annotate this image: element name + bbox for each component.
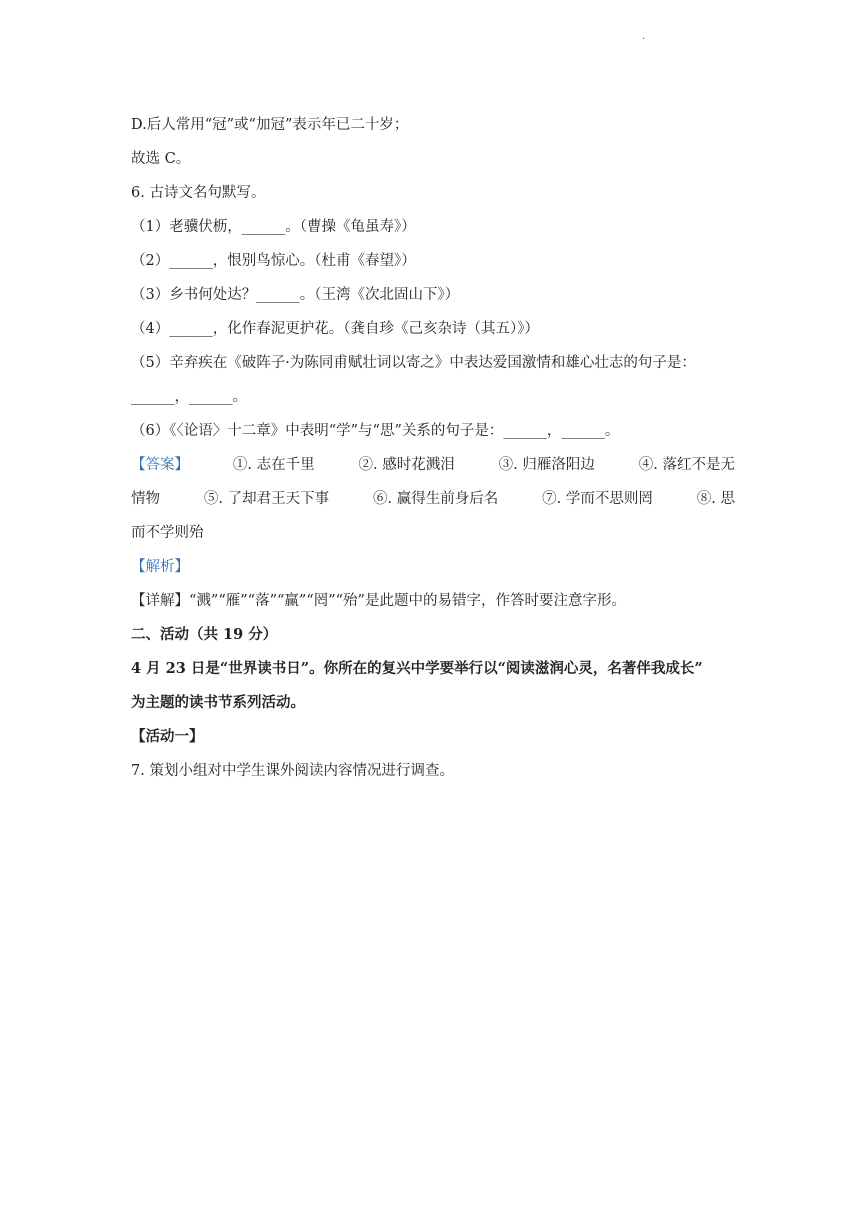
answer-row-2 bbox=[131, 482, 735, 516]
analysis-label: 【解析】 bbox=[131, 559, 189, 575]
section-2-title: 二、活动（共 19 分） bbox=[131, 626, 278, 643]
question-6-item-3: （3）乡书何处达？______。（王湾《次北固山下》） bbox=[131, 287, 460, 303]
answer-item: ①. 志在千里 bbox=[232, 457, 315, 473]
section-2-intro-line-2: 为主题的读书节系列活动。 bbox=[131, 694, 305, 711]
question-6-item-5a: （5）辛弃疾在《破阵子·为陈同甫赋壮词以寄之》中表达爱国激情和雄心壮志的句子是： bbox=[131, 355, 696, 371]
answer-row-3: 而不学则殆 bbox=[131, 525, 204, 541]
section-2-intro-line-1: 4 月 23 日是“世界读书日”。你所在的复兴中学要举行以“阅读滋润心灵，名著伴我成长” bbox=[131, 660, 703, 677]
question-7: 7. 策划小组对中学生课外阅读内容情况进行调查。 bbox=[131, 763, 454, 779]
question-6-item-5b: ______，______。 bbox=[131, 389, 247, 405]
answer-item: ④. 落红不是无 bbox=[638, 457, 735, 473]
question-6-item-2: （2）______，恨别鸟惊心。（杜甫《春望》） bbox=[131, 253, 416, 269]
answer-item: ②. 感时花溅泪 bbox=[358, 457, 455, 473]
answer-item: ⑦. 学而不思则罔 bbox=[542, 491, 653, 507]
analysis-detail bbox=[131, 584, 735, 618]
question-6-item-4: （4）______，化作春泥更护花。（龚自珍《己亥杂诗（其五）》） bbox=[131, 321, 539, 337]
answer-item: ⑧. 思 bbox=[696, 491, 735, 507]
question-6-item-6: （6）《〈论语〉十二章》中表明“学”与“思”关系的句子是：______，______。 bbox=[131, 423, 620, 439]
question-6-item-1: （1）老骥伏枥，______。（曹操《龟虽寿》） bbox=[131, 219, 416, 235]
option-d-line: D.后人常用“冠”或“加冠”表示年已二十岁； bbox=[131, 117, 409, 133]
question-6-title: 6. 古诗文名句默写。 bbox=[131, 185, 266, 201]
header-mark: · bbox=[642, 34, 646, 45]
page-content bbox=[131, 108, 735, 788]
activity-1-label: 【活动一】 bbox=[131, 728, 204, 745]
detail-label: 【详解】 bbox=[131, 593, 189, 609]
answer-label: 【答案】 bbox=[131, 457, 189, 473]
answer-item: ③. 归雁洛阳边 bbox=[498, 457, 595, 473]
answer-item: ⑤. 了却君王天下事 bbox=[203, 491, 330, 507]
answer-item: ⑥. 赢得生前身后名 bbox=[373, 491, 499, 507]
answer-item: 情物 bbox=[131, 491, 160, 507]
answer-row-1 bbox=[131, 448, 735, 482]
detail-text: “溅”“雁”“落”“赢”“罔”“殆”是此题中的易错字，作答时要注意字形。 bbox=[189, 593, 626, 609]
choose-line: 故选 C。 bbox=[131, 151, 191, 167]
